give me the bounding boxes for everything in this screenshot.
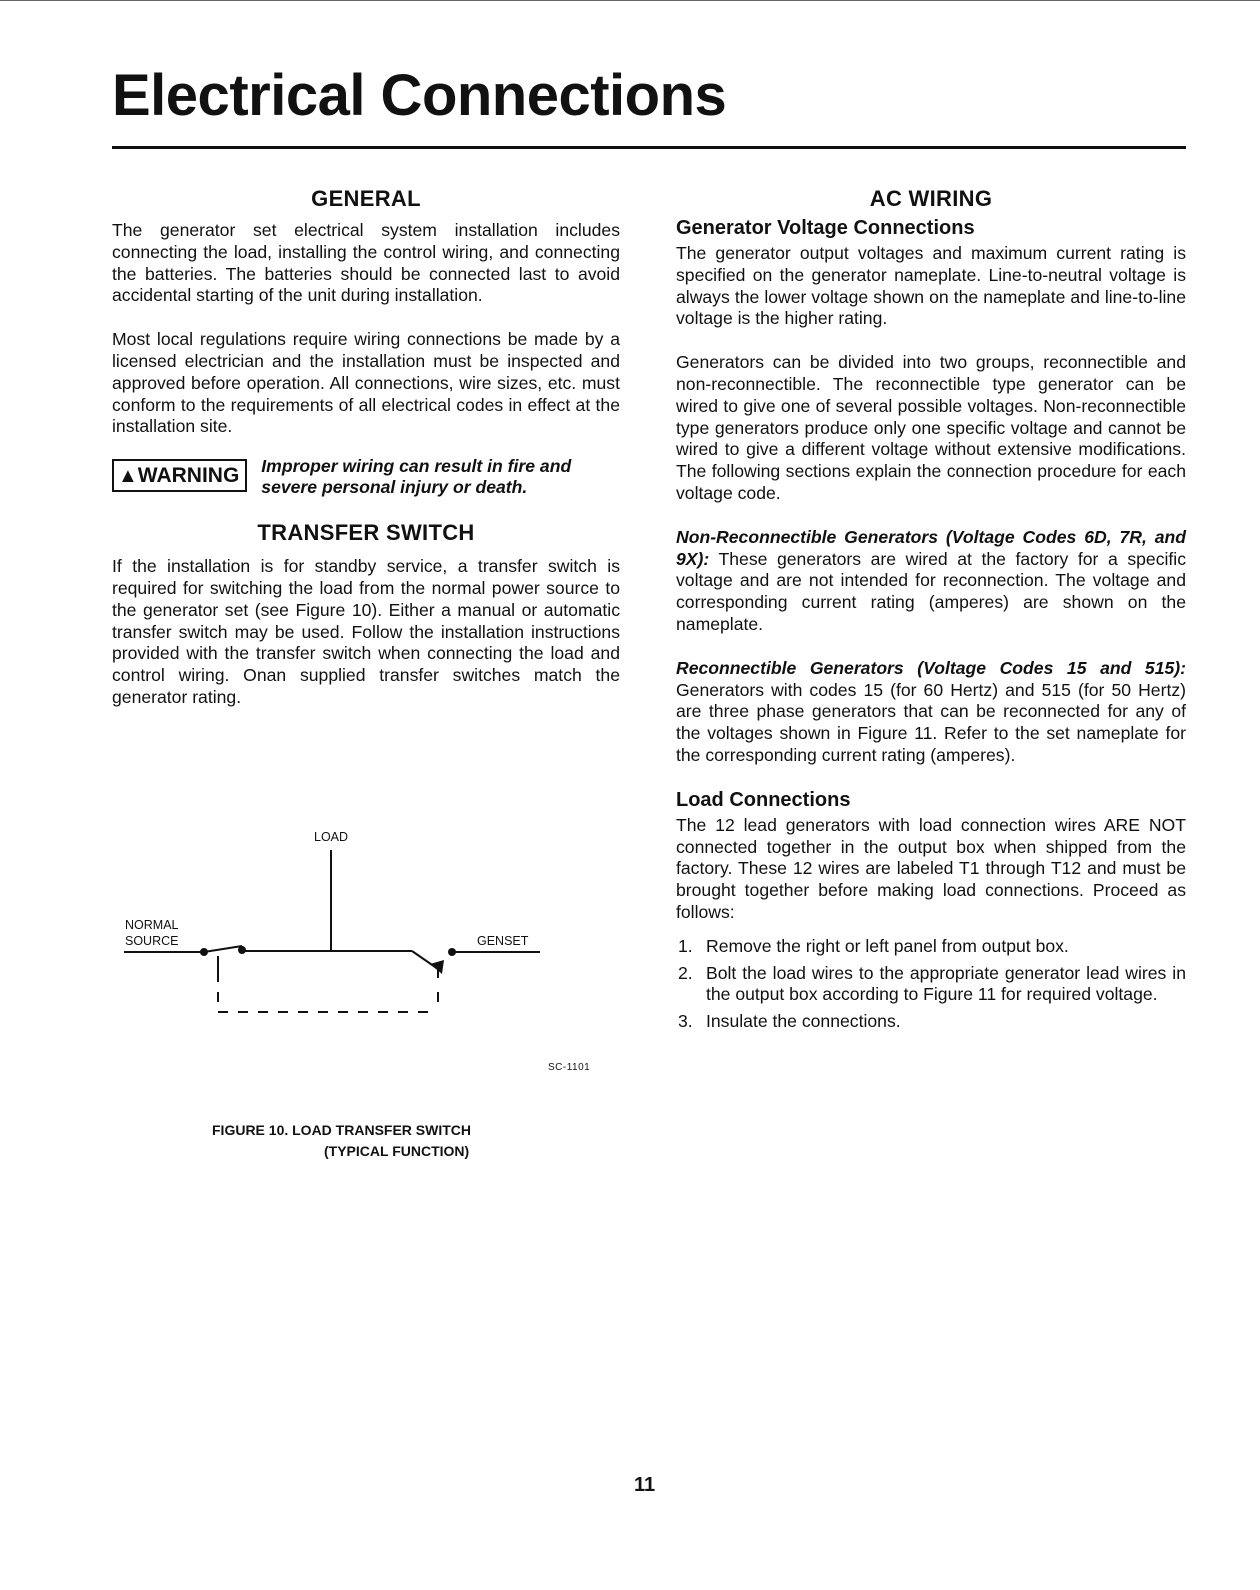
non-reconnectible-text: These generators are wired at the factory for a specific voltage and are not intended for reconnection. The voltage and corresponding current rating (amperes) are shown on the nameplate. <box>676 548 1186 634</box>
figure-code: SC-1101 <box>548 1062 591 1073</box>
reconnectible-text: Generators with codes 15 (for 60 Hertz) and 515 (for 50 Hertz) are three phase generators that can be reconnected for any of the voltages shown in Figure 11. Refer to the set nameplate for the corresponding current rating (amperes). <box>676 679 1186 765</box>
warning-label: WARNING <box>137 464 240 488</box>
label-source: SOURCE <box>125 934 179 948</box>
warning-line-2: severe personal injury or death. <box>261 477 528 498</box>
step-number: 1. <box>678 935 693 956</box>
page-title: Electrical Connections <box>112 63 727 128</box>
page-number: 11 <box>634 1474 656 1496</box>
caption-line-2: (TYPICAL FUNCTION) <box>324 1143 470 1159</box>
top-border-line <box>0 0 1260 1</box>
general-heading: GENERAL <box>311 186 421 211</box>
reconnectible-lead: Reconnectible Generators (Voltage Codes 15 and 515): <box>676 657 1186 678</box>
warning-box <box>112 456 620 498</box>
label-normal: NORMAL <box>125 918 179 932</box>
label-load: LOAD <box>314 830 349 844</box>
figure-10-diagram <box>112 828 612 1168</box>
voltage-paragraph-2: Generators can be divided into two groups, reconnectible and non-reconnectible. The reconnectible type generator can be wired to give one of several possible voltages. Non-reconnectible type generators produce only one specific voltage and cannot be wired to give a different voltage without extensive modifications. The following sections explain the connection procedure for each voltage code. <box>676 352 1186 503</box>
warning-line-1: Improper wiring can result in fire and <box>261 456 572 477</box>
step-number: 3. <box>678 1011 693 1032</box>
voltage-connections-subheading: Generator Voltage Connections <box>676 217 975 239</box>
list-item <box>676 963 1186 1007</box>
load-connections-subheading: Load Connections <box>676 788 851 811</box>
list-item <box>676 1011 1186 1033</box>
voltage-paragraph-1: The generator output voltages and maximum current rating is specified on the generator nameplate. Line-to-neutral voltage is always the lower voltage shown on the nameplate and line-to-line voltage is the higher rating. <box>676 243 1186 329</box>
list-item <box>676 936 1186 958</box>
warning-badge <box>112 459 247 492</box>
warning-message <box>261 456 571 498</box>
step-text: Remove the right or left panel from output box. <box>706 935 1069 956</box>
transfer-switch-paragraph: If the installation is for standby service, a transfer switch is required for switching the load from the normal power source to the generator set (see Figure 10). Either a manual or automatic transfer switch may be used. Follow the installation instructions provided with the transfer switch when connecting the load and control wiring. Onan supplied transfer switches match the generator rating. <box>112 556 620 707</box>
label-genset: GENSET <box>477 934 529 948</box>
title-rule <box>112 146 1186 149</box>
load-connections-paragraph: The 12 lead generators with load connection wires ARE NOT connected together in the output box when shipped from the factory. These 12 wires are labeled T1 through T12 and must be brought together before making load connections. Proceed as follows: <box>676 814 1186 922</box>
load-connection-steps <box>676 936 1186 1033</box>
step-text: Bolt the load wires to the appropriate generator lead wires in the output box according to Figure 11 for required voltage. <box>706 962 1186 1005</box>
warning-triangle-icon: ▲ <box>118 465 138 488</box>
genset-terminal-dot <box>448 948 456 956</box>
step-number: 2. <box>678 962 693 983</box>
caption-line-1: FIGURE 10. LOAD TRANSFER SWITCH <box>212 1122 472 1138</box>
right-column <box>676 186 1186 1038</box>
transfer-switch-heading: TRANSFER SWITCH <box>257 520 475 546</box>
non-reconnectible-paragraph <box>676 527 1186 636</box>
non-reconnectible-lead: Non-Reconnectible Generators (Voltage Codes 6D, 7R, and 9X): <box>676 526 1186 569</box>
bus-terminal-dot <box>238 946 246 954</box>
transfer-switch-schematic <box>112 828 612 1168</box>
reconnectible-paragraph <box>676 658 1186 767</box>
general-paragraph-2: Most local regulations require wiring connections be made by a licensed electrician and the installation must be inspected and approved before operation. All connections, wire sizes, etc. must conform to the requirements of all electrical codes in effect at the installation site. <box>112 329 620 437</box>
normal-terminal-dot <box>200 948 208 956</box>
normal-contact-blade <box>204 946 242 952</box>
general-paragraph-1: The generator set electrical system installation includes connecting the load, installing the control wiring, and connecting the batteries. The batteries should be connected last to avoid accidental starting of the unit during installation. <box>112 220 620 306</box>
figure-10-caption <box>212 1120 512 1162</box>
left-column <box>112 186 620 709</box>
step-text: Insulate the connections. <box>706 1011 901 1032</box>
ac-wiring-heading: AC WIRING <box>869 186 993 211</box>
